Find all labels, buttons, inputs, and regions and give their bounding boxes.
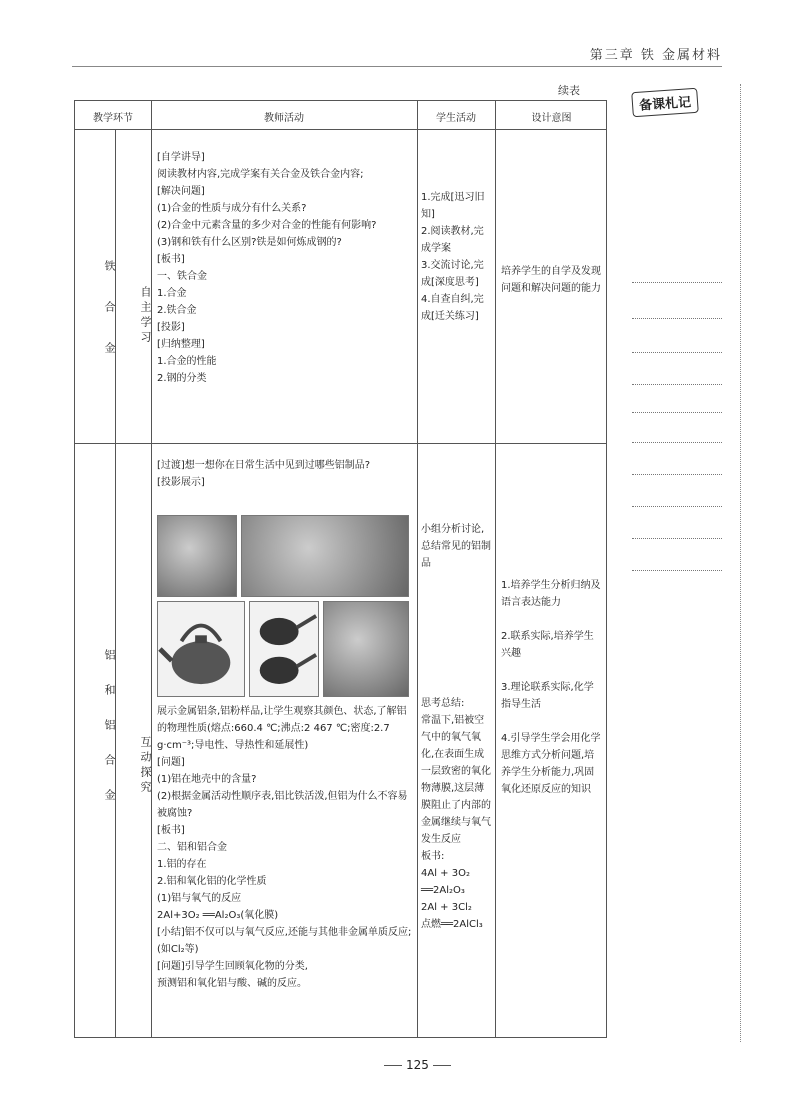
photo-steel-products — [157, 515, 237, 597]
note-line — [632, 538, 722, 539]
design-intent: 培养学生的自学及发现问题和解决问题的能力 — [501, 266, 601, 294]
note-line — [632, 412, 722, 413]
col-divider — [495, 101, 496, 1037]
stage-label: 铝和铝合金 — [103, 648, 116, 824]
page-number: 125 — [380, 1058, 455, 1072]
note-line — [632, 474, 722, 475]
note-line — [632, 506, 722, 507]
note-line — [632, 384, 722, 385]
photo-aluminum-door — [323, 601, 409, 697]
col-header-stage: 教学环节 — [93, 113, 133, 124]
mode-label: 互动探究 — [139, 736, 152, 796]
teacher-activity: [自学讲导] 阅读教材内容,完成学案有关合金及铁合金内容; [解决问题] (1)合金的性质与成分有什么关系? (2)合金中元素含量的多少对合金的性能有何影响? (3)钢和铁有什么区别?铁是如何炼成钢的? [板书] 一、铁合金 1.合金 2.铁合金 [投影] [归纳整理] 1.合金的性能 2.钢的分类 — [157, 152, 377, 384]
photo-pans — [249, 601, 319, 697]
col-header-intent: 设计意图 — [531, 113, 572, 124]
student-activity-discussion: 小组分析讨论,总结常见的铝制品 — [421, 524, 491, 569]
note-line — [632, 352, 722, 353]
mode-label: 自主学习 — [139, 286, 152, 346]
stage-label: 铁合金 — [103, 259, 116, 383]
note-line — [632, 570, 722, 571]
note-line — [632, 318, 722, 319]
col-header-teacher: 教师活动 — [264, 113, 304, 124]
row-divider — [75, 443, 115, 444]
note-line — [632, 442, 722, 443]
continued-label: 续表 — [558, 84, 580, 97]
student-activity-summary: 思考总结: 常温下,铝被空气中的氧气氧化,在表面生成一层致密的氧化物薄膜,这层薄膜阻止了内部的金属继续与氧气发生反应 板书: 4Al + 3O₂ ══2Al₂O₃ 2Al + 3Cl₂ 点燃══2AlCl₃ — [421, 698, 491, 930]
notes-margin-rule — [740, 84, 741, 1042]
col-divider — [417, 101, 418, 1037]
header-rule — [72, 66, 722, 67]
teacher-activity-rest: 展示金属铝条,铝粉样品,让学生观察其颜色、状态,了解铝的物理性质(熔点:660.4 ℃;沸点:2 467 ℃;密度:2.7 g·cm⁻³;导电性、导热性和延展性) [问题] (1)铝在地壳中的含量? (2)根据金属活动性顺序表,铝比铁活泼,但铝为什么不容易被腐蚀? [板书] 二、铝和铝合金 1.铝的存在 2.铝和氧化铝的化学性质 (1)铝与氧气的反应 2Al+3O₂ ══Al₂O₃(氧化膜) [小结]铝不仅可以与氧气反应,还能与其他非金属单质反应;(如Cl₂等) [问题]引导学生回顾氧化物的分类, 预测铝和氧化铝与酸、碱的反应。 — [157, 706, 412, 989]
photo-kettle — [157, 601, 245, 697]
col-divider — [151, 101, 152, 1037]
pans-icon — [250, 602, 318, 696]
row-divider — [115, 443, 606, 444]
photo-aluminum-barrels — [241, 515, 409, 597]
lesson-table — [74, 100, 607, 1038]
note-line — [632, 282, 722, 283]
notes-title: 备课札记 — [631, 88, 699, 118]
student-activity: 1.完成[迅习旧知] 2.阅读教材,完成学案 3.交流讨论,完成[深度思考] 4.自查自纠,完成[迁关练习] — [421, 192, 485, 322]
chapter-header: 第三章 铁 金属材料 — [589, 48, 722, 63]
teacher-activity-intro: [过渡]想一想你在日常生活中见到过哪些铝制品? [投影展示] — [157, 460, 371, 488]
col-header-student: 学生活动 — [436, 113, 476, 124]
design-intent: 1.培养学生分析归纳及语言表达能力 2.联系实际,培养学生兴趣 3.理论联系实际,化学指导生活 4.引导学生学会用化学思维方式分析问题,培养学生分析能力,巩固氧化还原反应的知识 — [501, 580, 601, 795]
row-divider — [75, 129, 606, 130]
kettle-icon — [158, 602, 244, 696]
